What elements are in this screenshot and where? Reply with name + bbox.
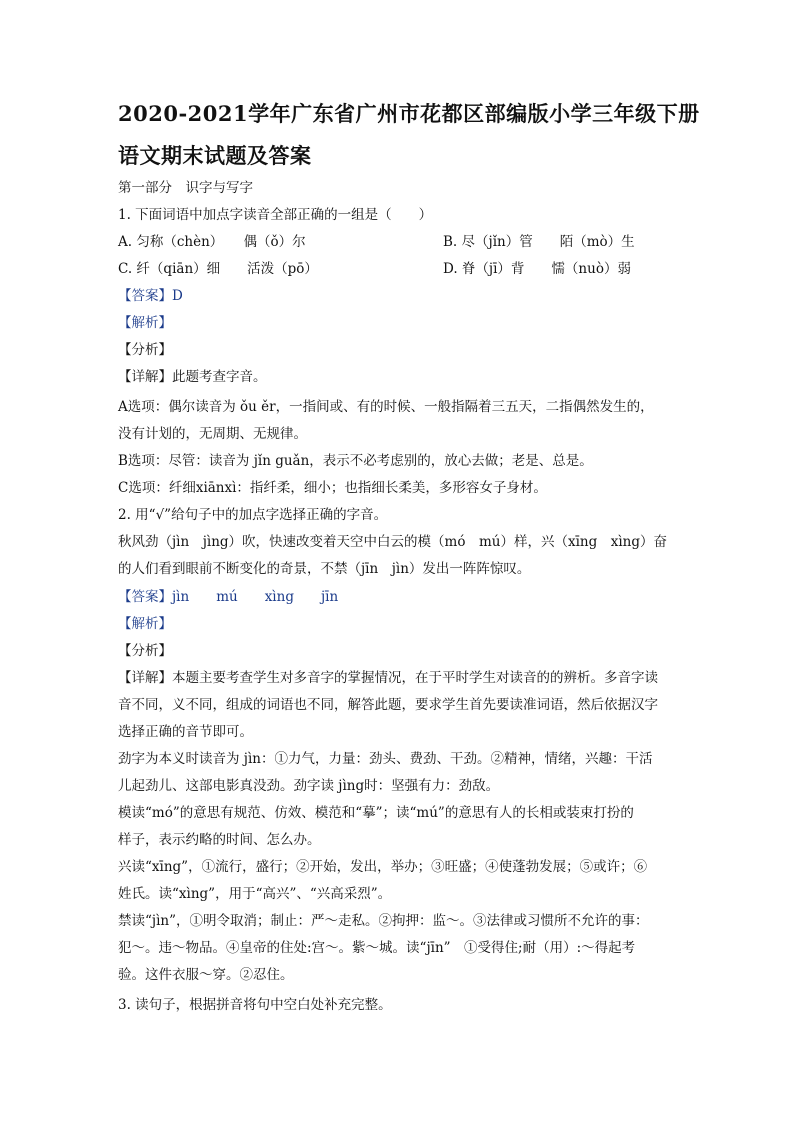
- section-heading: 第一部分 识字与写字: [118, 180, 253, 196]
- question-1-detail: 【详解】此题考查字音。: [118, 369, 267, 385]
- question-1-explanation-a2: 没有计划的，无周期、无规律。: [118, 426, 307, 442]
- question-2-jin-ban-explanation-2: 犯～。违～物品。④皇帝的住处:宫～。紫～城。读“jīn” ①受得住;耐（用）:～得起考: [118, 940, 636, 956]
- question-2-mo-explanation-2: 样子，表示约略的时间、怎么办。: [118, 832, 321, 848]
- question-1-explanation-b: B选项：尽管：读音为 jǐn guǎn，表示不必考虑别的，放心去做；老是、总是。: [118, 453, 593, 469]
- question-2-jin-explanation-2: 儿起劲儿、这部电影真没劲。劲字读 jìng时：坚强有力：劲敌。: [118, 778, 500, 794]
- question-2-xing-explanation-2: 姓氏。读“xìng”，用于“高兴”、“兴高采烈”。: [118, 886, 392, 902]
- document-title-line2: 语文期末试题及答案: [118, 143, 312, 168]
- question-2-detail-1: 【详解】本题主要考查学生对多音字的掌握情况，在于平时学生对读音的的辨析。多音字读: [118, 670, 658, 686]
- question-1-explanation-c: C选项：纤细xiānxì：指纤柔，细小；也指细长柔美，多形容女子身材。: [118, 480, 547, 496]
- question-1-option-b: B. 尽（jǐn）管 陌（mò）生: [443, 234, 635, 250]
- question-2-fenxi-tag: 【分析】: [118, 643, 172, 659]
- question-2-jin-ban-explanation-3: 验。这件衣服～穿。②忍住。: [118, 967, 294, 983]
- question-2-detail-2: 音不同，义不同，组成的词语也不同，解答此题，要求学生首先要读准词语，然后依据汉字: [118, 697, 658, 713]
- document-title-line1: 2020-2021学年广东省广州市花都区部编版小学三年级下册: [118, 101, 700, 126]
- question-2-jin-ban-explanation-1: 禁读“jìn”，①明令取消；制止：严～走私。②拘押：监～。③法律或习惯所不允许的事：: [118, 913, 649, 929]
- question-1-fenxi-tag: 【分析】: [118, 342, 172, 358]
- question-1-option-d: D. 脊（jī）背 懦（nuò）弱: [443, 261, 631, 277]
- question-2-xing-explanation-1: 兴读“xīng”，①流行，盛行；②开始，发出，举办；③旺盛；④使蓬勃发展；⑤或许；⑥: [118, 859, 648, 875]
- question-2-sentence-2: 的人们看到眼前不断变化的奇景，不禁（jīn jìn）发出一阵阵惊叹。: [118, 561, 531, 577]
- question-3-stem: 3. 读句子，根据拼音将句中空白处补充完整。: [118, 997, 392, 1013]
- question-1-analysis-tag: 【解析】: [118, 315, 172, 331]
- question-1-answer: 【答案】D: [118, 288, 183, 304]
- question-2-sentence-1: 秋风劲（jìn jìng）吹，快速改变着天空中白云的模（mó mú）样，兴（xīng xìng）奋: [118, 534, 667, 550]
- question-2-mo-explanation-1: 模读“mó”的意思有规范、仿效、模范和“摹”；读“mú”的意思有人的长相或装束打扮的: [118, 805, 634, 821]
- question-2-answer: 【答案】jìn mú xìng jīn: [118, 589, 339, 605]
- question-2-stem: 2. 用“√”给句子中的加点字选择正确的字音。: [118, 507, 388, 523]
- question-1-option-a: A. 匀称（chèn） 偶（ǒ）尔: [118, 234, 306, 250]
- question-1-stem: 1. 下面词语中加点字读音全部正确的一组是（ ）: [118, 207, 433, 223]
- question-1-explanation-a1: A选项：偶尔读音为 ǒu ěr，一指间或、有的时候、一般指隔着三五天，二指偶然发生的，: [118, 399, 654, 415]
- question-2-detail-3: 选择正确的音节即可。: [118, 724, 253, 740]
- question-1-option-c: C. 纤（qiān）细 活泼（pō）: [118, 261, 318, 277]
- question-2-analysis-tag: 【解析】: [118, 616, 172, 632]
- question-2-jin-explanation-1: 劲字为本义时读音为 jìn：①力气，力量：劲头、费劲、干劲。②精神，情绪，兴趣：干活: [118, 751, 653, 767]
